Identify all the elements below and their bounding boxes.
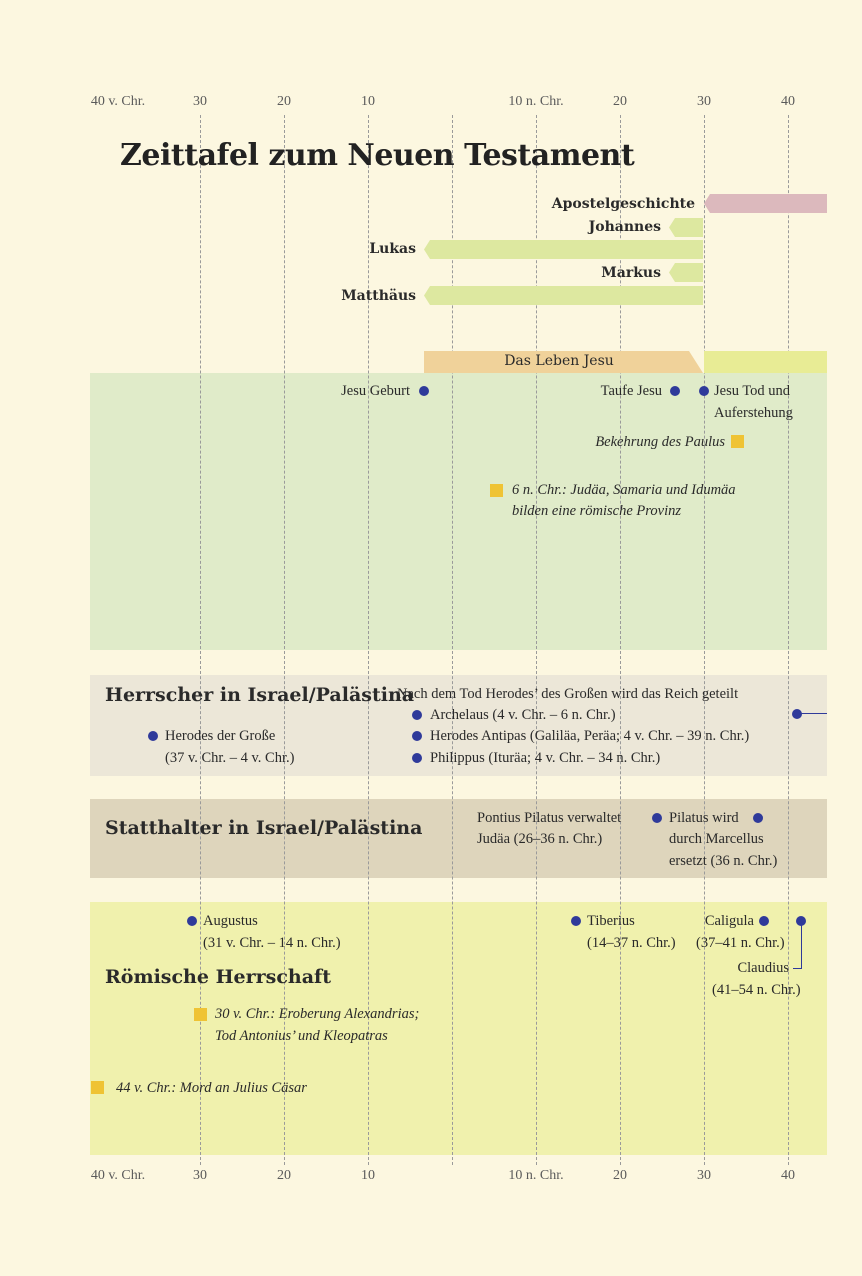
jesu-tod-label-line1: Jesu Tod und bbox=[714, 383, 791, 399]
herodes-label-line1: Herodes der Große bbox=[165, 728, 276, 744]
lukas-bar bbox=[424, 240, 703, 259]
top-tick-40ad: 40 bbox=[781, 94, 795, 109]
johannes-label: Johannes bbox=[588, 219, 661, 235]
caligula-label-line1: Caligula bbox=[704, 913, 754, 929]
markus-label: Markus bbox=[601, 265, 661, 281]
augustus-label-line2: (31 v. Chr. – 14 n. Chr.) bbox=[203, 935, 341, 951]
pilatus-ersetzt-line3: ersetzt (36 n. Chr.) bbox=[669, 853, 778, 869]
bottom-tick-10bc: 10 bbox=[361, 1168, 375, 1183]
top-tick-30ad: 30 bbox=[697, 94, 711, 109]
claudius-label-line2: (41–54 n. Chr.) bbox=[712, 982, 801, 998]
pilatus-label-line1: Pontius Pilatus verwaltet bbox=[477, 810, 622, 826]
provinz-marker bbox=[490, 484, 503, 497]
bottom-tick-20ad: 20 bbox=[613, 1168, 627, 1183]
antipas-dot bbox=[412, 731, 422, 741]
bottom-tick-20bc: 20 bbox=[277, 1168, 291, 1183]
herodes-label-line2: (37 v. Chr. – 4 v. Chr.) bbox=[165, 750, 295, 766]
bottom-tick-10ad: 10 n. Chr. bbox=[508, 1168, 564, 1183]
apostelgeschichte-bar bbox=[704, 194, 827, 213]
herrscher-note: Nach dem Tod Herodes’ des Großen wird das Reich geteilt bbox=[397, 686, 739, 702]
caligula-label-line2: (37–41 n. Chr.) bbox=[696, 935, 785, 951]
pilatus-dot bbox=[652, 813, 662, 823]
gridline-10ad bbox=[536, 115, 537, 1165]
top-tick-10ad: 10 n. Chr. bbox=[508, 94, 564, 109]
antipas-label: Herodes Antipas (Galiläa, Peräa; 4 v. Chr. – 39 n. Chr.) bbox=[430, 728, 750, 744]
top-tick-40bc: 40 v. Chr. bbox=[90, 94, 146, 109]
caligula-dot bbox=[759, 916, 769, 926]
page-title: Zeittafel zum Neuen Testament bbox=[120, 138, 635, 173]
claudius-connector bbox=[793, 921, 802, 969]
leben-jesu-label: Das Leben Jesu bbox=[504, 353, 614, 369]
lukas-label: Lukas bbox=[369, 241, 416, 257]
tiberius-label-line1: Tiberius bbox=[587, 913, 635, 929]
apostelgeschichte-label: Apostelgeschichte bbox=[551, 196, 695, 212]
alexandria-label-line2: Tod Antonius’ und Kleopatras bbox=[215, 1028, 388, 1044]
pilatus-ersetzt-line1: Pilatus wird bbox=[669, 810, 739, 826]
archelaus-dot bbox=[412, 710, 422, 720]
bottom-tick-30bc: 30 bbox=[193, 1168, 207, 1183]
matthaeus-label: Matthäus bbox=[341, 288, 416, 304]
rom-header: Römische Herrschaft bbox=[105, 966, 331, 988]
tiberius-label-line2: (14–37 n. Chr.) bbox=[587, 935, 676, 951]
augustus-label-line1: Augustus bbox=[203, 913, 258, 929]
markus-bar bbox=[669, 263, 703, 282]
bekehrung-paulus-marker bbox=[731, 435, 744, 448]
jesu-tod-label-line2: Auferstehung bbox=[714, 405, 793, 421]
bottom-tick-40bc: 40 v. Chr. bbox=[90, 1168, 146, 1183]
herrscher-arrow-dot bbox=[792, 709, 802, 719]
top-tick-20bc: 20 bbox=[277, 94, 291, 109]
pilatus-label-line2: Judäa (26–36 n. Chr.) bbox=[477, 831, 603, 847]
statthalter-header: Statthalter in Israel/Palästina bbox=[105, 817, 423, 839]
provinz-label-line2: bilden eine römische Provinz bbox=[512, 503, 681, 519]
philippus-label: Philippus (Ituräa; 4 v. Chr. – 34 n. Chr.) bbox=[430, 750, 661, 766]
herodes-dot bbox=[148, 731, 158, 741]
augustus-dot bbox=[187, 916, 197, 926]
jesu-geburt-dot bbox=[419, 386, 429, 396]
provinz-label-line1: 6 n. Chr.: Judäa, Samaria und Idumäa bbox=[512, 482, 736, 498]
gridline-40ad bbox=[788, 115, 789, 1165]
alexandria-label-line1: 30 v. Chr.: Eroberung Alexandrias; bbox=[215, 1006, 420, 1022]
bekehrung-paulus-label: Bekehrung des Paulus bbox=[595, 434, 725, 450]
johannes-bar bbox=[669, 218, 703, 237]
alexandria-marker bbox=[194, 1008, 207, 1021]
jesu-geburt-label: Jesu Geburt bbox=[341, 383, 410, 399]
top-tick-10bc: 10 bbox=[361, 94, 375, 109]
tiberius-dot bbox=[571, 916, 581, 926]
bottom-tick-30ad: 30 bbox=[697, 1168, 711, 1183]
herrscher-arrow-line bbox=[797, 713, 827, 714]
top-tick-20ad: 20 bbox=[613, 94, 627, 109]
claudius-label-line1: Claudius bbox=[737, 960, 789, 976]
philippus-dot bbox=[412, 753, 422, 763]
caesar-marker bbox=[91, 1081, 104, 1094]
herrscher-header: Herrscher in Israel/Palästina bbox=[105, 684, 415, 706]
pilatus-ersetzt-line2: durch Marcellus bbox=[669, 831, 764, 847]
ersetzt-dot bbox=[753, 813, 763, 823]
bottom-tick-40ad: 40 bbox=[781, 1168, 795, 1183]
gridline-30ad bbox=[704, 115, 705, 1165]
jesu-tod-dot bbox=[699, 386, 709, 396]
matthaeus-bar bbox=[424, 286, 703, 305]
archelaus-label: Archelaus (4 v. Chr. – 6 n. Chr.) bbox=[430, 707, 616, 723]
taufe-jesu-dot bbox=[670, 386, 680, 396]
taufe-jesu-label: Taufe Jesu bbox=[600, 383, 662, 399]
leben-jesu-continuation-bar bbox=[704, 351, 827, 373]
gridline-0 bbox=[452, 115, 453, 1165]
top-tick-30bc: 30 bbox=[193, 94, 207, 109]
caesar-label: 44 v. Chr.: Mord an Julius Cäsar bbox=[116, 1080, 307, 1096]
